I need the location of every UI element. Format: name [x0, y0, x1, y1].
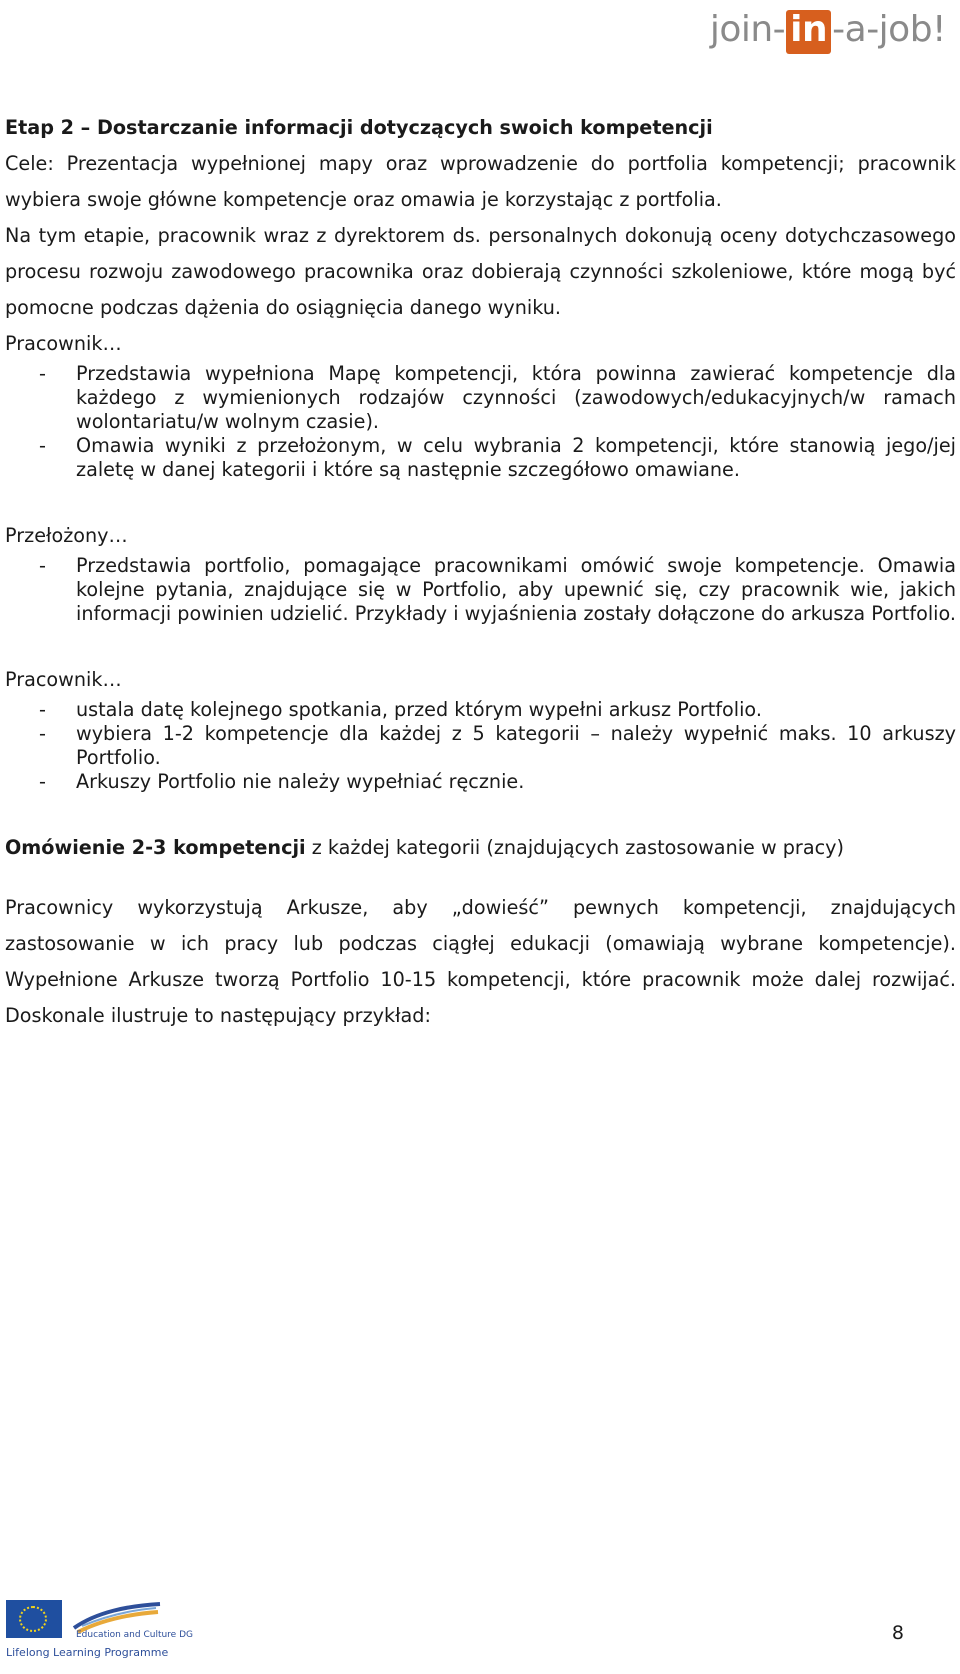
document-body [5, 110, 956, 1034]
list-item-text: Arkuszy Portfolio nie należy wypełniać ręcznie. [76, 770, 525, 793]
footer-logos [6, 1600, 193, 1664]
list-item [5, 554, 956, 626]
stage-intro: Na tym etapie, pracownik wraz z dyrektorem ds. personalnych dokonują oceny dotychczasowego procesu rozwoju zawodowego pracownika oraz dobierają czynności szkoleniowe, które mogą być pomocne podczas dążenia do osiągnięcia danego wyniku. [5, 224, 956, 319]
lifelong-learning-label: Lifelong Learning Programme [6, 1646, 169, 1659]
page-number: 8 [891, 1622, 904, 1644]
discussion-heading [5, 830, 956, 866]
list-item [5, 698, 956, 722]
list-item [5, 722, 956, 770]
employee-task-list-2 [5, 698, 956, 794]
bullet-dash: - [39, 554, 46, 577]
logo-text-a-job: -a-job! [832, 9, 946, 50]
section-label-employee-2: Pracownik… [5, 668, 122, 691]
list-item-text: Omawia wyniki z przełożonym, w celu wybrania 2 kompetencji, które stanowią jego/jej zaletę w danej kategorii i które są następnie szczegółowo omawiane. [76, 434, 956, 481]
supervisor-task-list [5, 554, 956, 626]
stage-goals: Cele: Prezentacja wypełnionej mapy oraz wprowadzenie do portfolia kompetencji; pracownik wybiera swoje główne kompetencje oraz omawia je korzystając z portfolia. [5, 152, 956, 211]
list-item-text: Przedstawia wypełniona Mapę kompetencji, która powinna zawierać kompetencje dla każdego z wymienionych rodzajów czynności (zawodowych/edukacyjnych/w ramach wolontariatu/w wolnym czasie). [76, 362, 956, 433]
eu-flag-icon [6, 1600, 62, 1638]
list-item [5, 434, 956, 482]
list-item [5, 362, 956, 434]
education-culture-label: Education and Culture DG [76, 1630, 193, 1640]
bullet-dash: - [39, 698, 46, 721]
list-item-text: wybiera 1-2 kompetencje dla każdej z 5 kategorii – należy wypełnić maks. 10 arkuszy Portfolio. [76, 722, 956, 769]
bullet-dash: - [39, 722, 46, 745]
discussion-heading-rest: z każdej kategorii (znajdujących zastosowanie w pracy) [305, 836, 844, 859]
section-label-employee: Pracownik… [5, 332, 122, 355]
discussion-body: Pracownicy wykorzystują Arkusze, aby „dowieść” pewnych kompetencji, znajdujących zastosowanie w ich pracy lub podczas ciągłej edukacji (omawiają wybrane kompetencje). Wypełnione Arkusze tworzą Portfolio 10-15 kompetencji, które pracownik może dalej rozwijać. Doskonale ilustruje to następujący przykład: [5, 896, 956, 1027]
stage-heading: Etap 2 – Dostarczanie informacji dotyczących swoich kompetencji [5, 116, 713, 139]
bullet-dash: - [39, 362, 46, 385]
discussion-heading-bold: Omówienie 2-3 kompetencji [5, 836, 306, 859]
join-in-a-job-logo [710, 10, 946, 54]
list-item-text: Przedstawia portfolio, pomagające pracownikami omówić swoje kompetencje. Omawia kolejne pytania, znajdujące się w Portfolio, aby upewnić się, czy pracownik wie, jakich informacji powinien udzielić. Przykłady i wyjaśnienia zostały dołączone do arkusza Portfolio. [76, 554, 956, 625]
bullet-dash: - [39, 434, 46, 457]
bullet-dash: - [39, 770, 46, 793]
logo-text-in: in [786, 10, 831, 54]
section-label-supervisor: Przełożony… [5, 524, 128, 547]
logo-text-join: join- [709, 9, 786, 50]
list-item [5, 770, 956, 794]
employee-task-list [5, 362, 956, 482]
list-item-text: ustala datę kolejnego spotkania, przed którym wypełni arkusz Portfolio. [76, 698, 762, 721]
